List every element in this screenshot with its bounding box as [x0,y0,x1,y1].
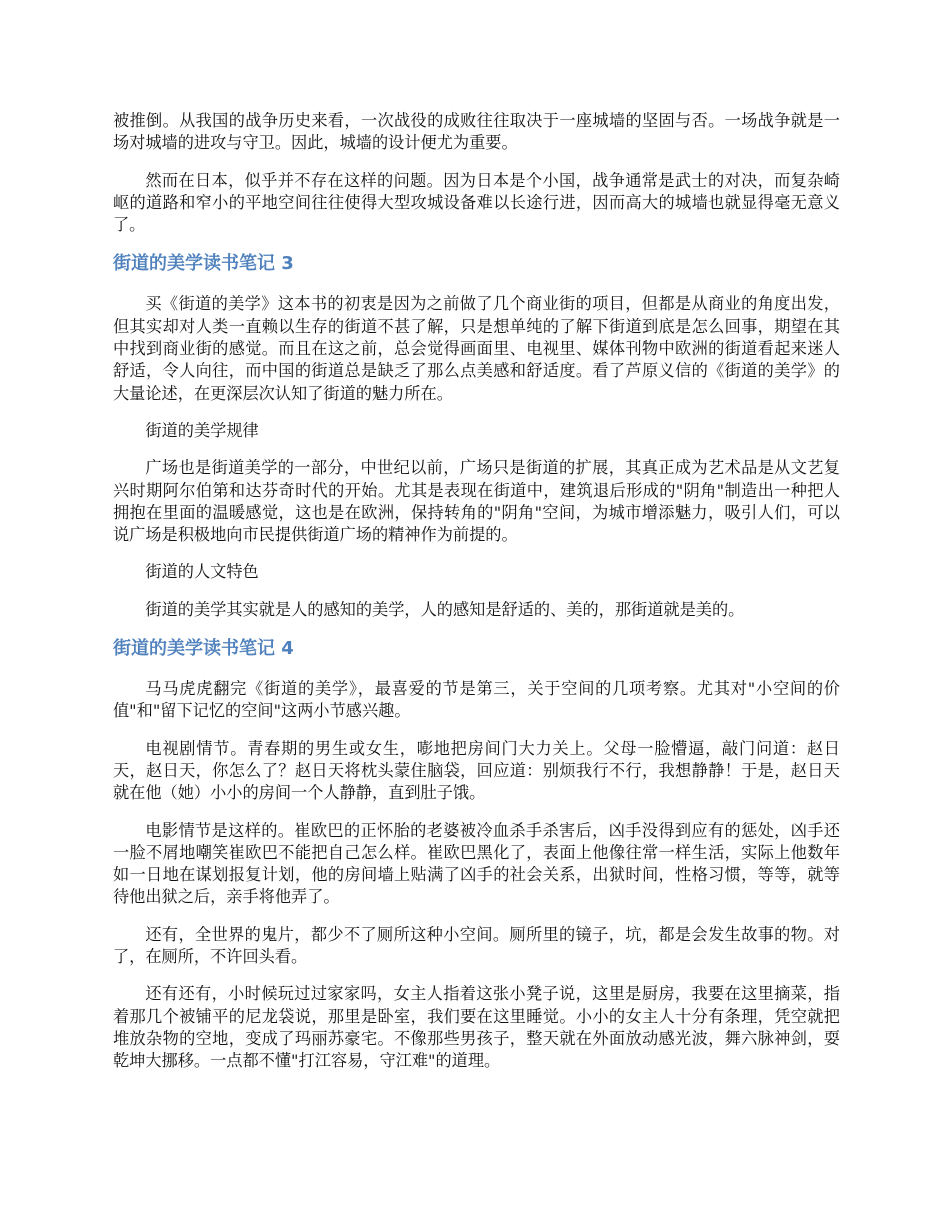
subheading: 街道的人文特色 [145,562,259,582]
paragraph: 电视剧情节。青春期的男生或女生，嘭地把房间门大力关上。父母一脸懵逼，敲门问道：赵日天，赵日天，你怎么了？赵日天将枕头蒙住脑袋，回应道：别烦我行不行，我想静静！于是，赵日天就在他（她）小小的房间一个人静静，直到肚子饿。 [113,738,840,803]
section-heading: 街道的美学读书笔记 4 [113,638,294,660]
paragraph: 电影情节是这样的。崔欧巴的正怀胎的老婆被冷血杀手杀害后，凶手没得到应有的惩处，凶手还一脸不屑地嘲笑崔欧巴不能把自己怎么样。崔欧巴黑化了，表面上他像往常一样生活，实际上他数年如一日地在谋划报复计划，他的房间墙上贴满了凶手的社会关系，出狱时间，性格习惯，等等，就等待他出狱之后，亲手将他弄了。 [113,820,840,907]
subheading: 街道的美学规律 [145,420,259,440]
paragraph: 马马虎虎翻完《街道的美学》，最喜爱的节是第三，关于空间的几项考察。尤其对"小空间的价值"和"留下记忆的空间"这两小节感兴趣。 [113,679,840,721]
paragraph: 广场也是街道美学的一部分，中世纪以前，广场只是街道的扩展，其真正成为艺术品是从文艺复兴时期阿尔伯第和达芬奇时代的开始。尤其是表现在街道中，建筑退后形成的"阴角"制造出一种把人拥抱在里面的温暖感觉，这也是在欧洲，保持转角的"阴角"空间，为城市增添魅力，吸引人们，可以说广场是积极地向市民提供街道广场的精神作为前提的。 [113,458,840,545]
paragraph: 买《街道的美学》这本书的初衷是因为之前做了几个商业街的项目，但都是从商业的角度出发，但其实却对人类一直赖以生存的街道不甚了解，只是想单纯的了解下街道到底是怎么回事，期望在其中找到商业街的感觉。而且在这之前，总会觉得画面里、电视里、媒体刊物中欧洲的街道看起来迷人舒适，令人向往，而中国的街道总是缺乏了那么点美感和舒适度。看了芦原义信的《街道的美学》的大量论述，在更深层次认知了街道的魅力所在。 [113,294,840,403]
paragraph: 被推倒。从我国的战争历史来看，一次战役的成败往往取决于一座城墙的坚固与否。一场战争就是一场对城墙的进攻与守卫。因此，城墙的设计便尤为重要。 [113,111,840,153]
paragraph: 街道的美学其实就是人的感知的美学，人的感知是舒适的、美的，那街道就是美的。 [145,599,745,619]
paragraph: 还有还有，小时候玩过过家家吗，女主人指着这张小凳子说，这里是厨房，我要在这里摘菜，指着那几个被铺平的尼龙袋说，那里是卧室，我们要在这里睡觉。小小的女主人十分有条理，凭空就把堆放杂物的空地，变成了玛丽苏豪宅。不像那些男孩子，整天就在外面放动感光波，舞六脉神剑，耍乾坤大挪移。一点都不懂"打江容易，守江难"的道理。 [113,984,840,1071]
section-heading: 街道的美学读书笔记 3 [113,253,294,275]
paragraph: 还有，全世界的鬼片，都少不了厕所这种小空间。厕所里的镜子，坑，都是会发生故事的物。对了，在厕所，不许回头看。 [113,924,840,967]
paragraph: 然而在日本，似乎并不存在这样的问题。因为日本是个小国，战争通常是武士的对决，而复杂崎岖的道路和窄小的平地空间往往使得大型攻城设备难以长途行进，因而高大的城墙也就显得毫无意义了。 [113,170,840,235]
